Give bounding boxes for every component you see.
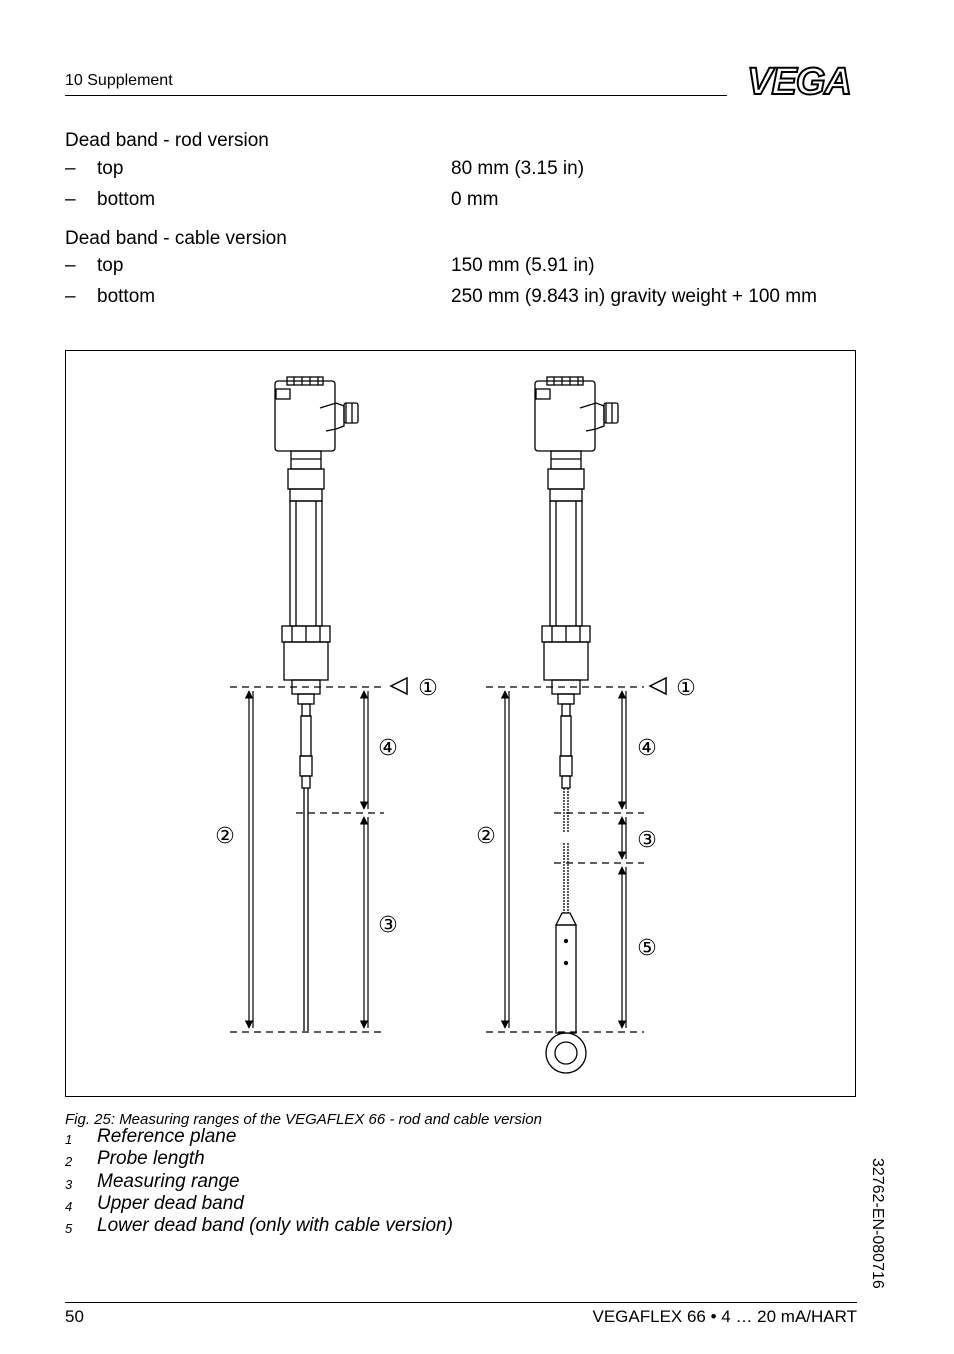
legend-num-5: 5 — [65, 1221, 73, 1236]
rod-probe-drawing — [275, 377, 358, 1031]
cable-bottom-value: 250 mm (9.843 in) gravity weight + 100 mm — [451, 286, 817, 307]
cable-marker-upper: ④ — [637, 735, 657, 760]
rod-reference-triangle-icon — [391, 678, 407, 694]
footer-rule — [65, 1302, 857, 1303]
measuring-range-drawing — [66, 351, 857, 1098]
cable-probe-drawing — [535, 377, 618, 1073]
header-rule — [65, 95, 727, 96]
legend-num-1: 1 — [65, 1132, 73, 1147]
rod-top-label: top — [97, 158, 124, 179]
legend-text-3: Measuring range — [97, 1171, 240, 1192]
rod-top-value: 80 mm (3.15 in) — [451, 158, 585, 179]
rod-marker-range: ③ — [378, 912, 398, 937]
rod-bottom-label: bottom — [97, 189, 156, 210]
page-number: 50 — [65, 1307, 84, 1326]
cable-dead-band-title: Dead band - cable version — [65, 228, 287, 249]
rod-dimension-lines — [230, 687, 384, 1032]
rod-bottom-value: 0 mm — [451, 189, 499, 210]
cable-dimension-lines — [486, 687, 644, 1032]
figure-box — [65, 350, 856, 1097]
cable-marker-range: ③ — [637, 827, 657, 852]
header-section: 10 Supplement — [65, 72, 173, 89]
rod-bottom-dash: – — [65, 189, 76, 210]
cable-marker-length: ② — [476, 823, 496, 848]
cable-bottom-dash: – — [65, 286, 76, 307]
cable-marker-lower: ⑤ — [637, 935, 657, 960]
footer-product: VEGAFLEX 66 • 4 … 20 mA/HART — [592, 1307, 857, 1326]
legend-num-3: 3 — [65, 1177, 73, 1192]
legend-text-2: Probe length — [97, 1148, 205, 1169]
cable-reference-triangle-icon — [650, 678, 666, 694]
figure-caption: Fig. 25: Measuring ranges of the VEGAFLEX 66 - rod and cable version — [65, 1111, 542, 1128]
rod-top-dash: – — [65, 158, 76, 179]
cable-top-dash: – — [65, 255, 76, 276]
legend-text-4: Upper dead band — [97, 1193, 244, 1214]
cable-top-value: 150 mm (5.91 in) — [451, 255, 595, 276]
svg-text:VEGA: VEGA — [747, 64, 851, 100]
cable-top-label: top — [97, 255, 124, 276]
legend-num-2: 2 — [65, 1154, 73, 1169]
rod-marker-length: ② — [215, 823, 235, 848]
cable-bottom-label: bottom — [97, 286, 156, 307]
vega-logo — [739, 64, 859, 100]
rod-dead-band-title: Dead band - rod version — [65, 130, 269, 151]
cable-marker-ref: ① — [676, 675, 696, 700]
rod-marker-upper: ④ — [378, 735, 398, 760]
document-code: 32762-EN-080716 — [869, 1158, 886, 1289]
legend-num-4: 4 — [65, 1199, 73, 1214]
rod-marker-ref: ① — [418, 675, 438, 700]
legend-text-1: Reference plane — [97, 1126, 237, 1147]
legend-text-5: Lower dead band (only with cable version) — [97, 1215, 453, 1236]
